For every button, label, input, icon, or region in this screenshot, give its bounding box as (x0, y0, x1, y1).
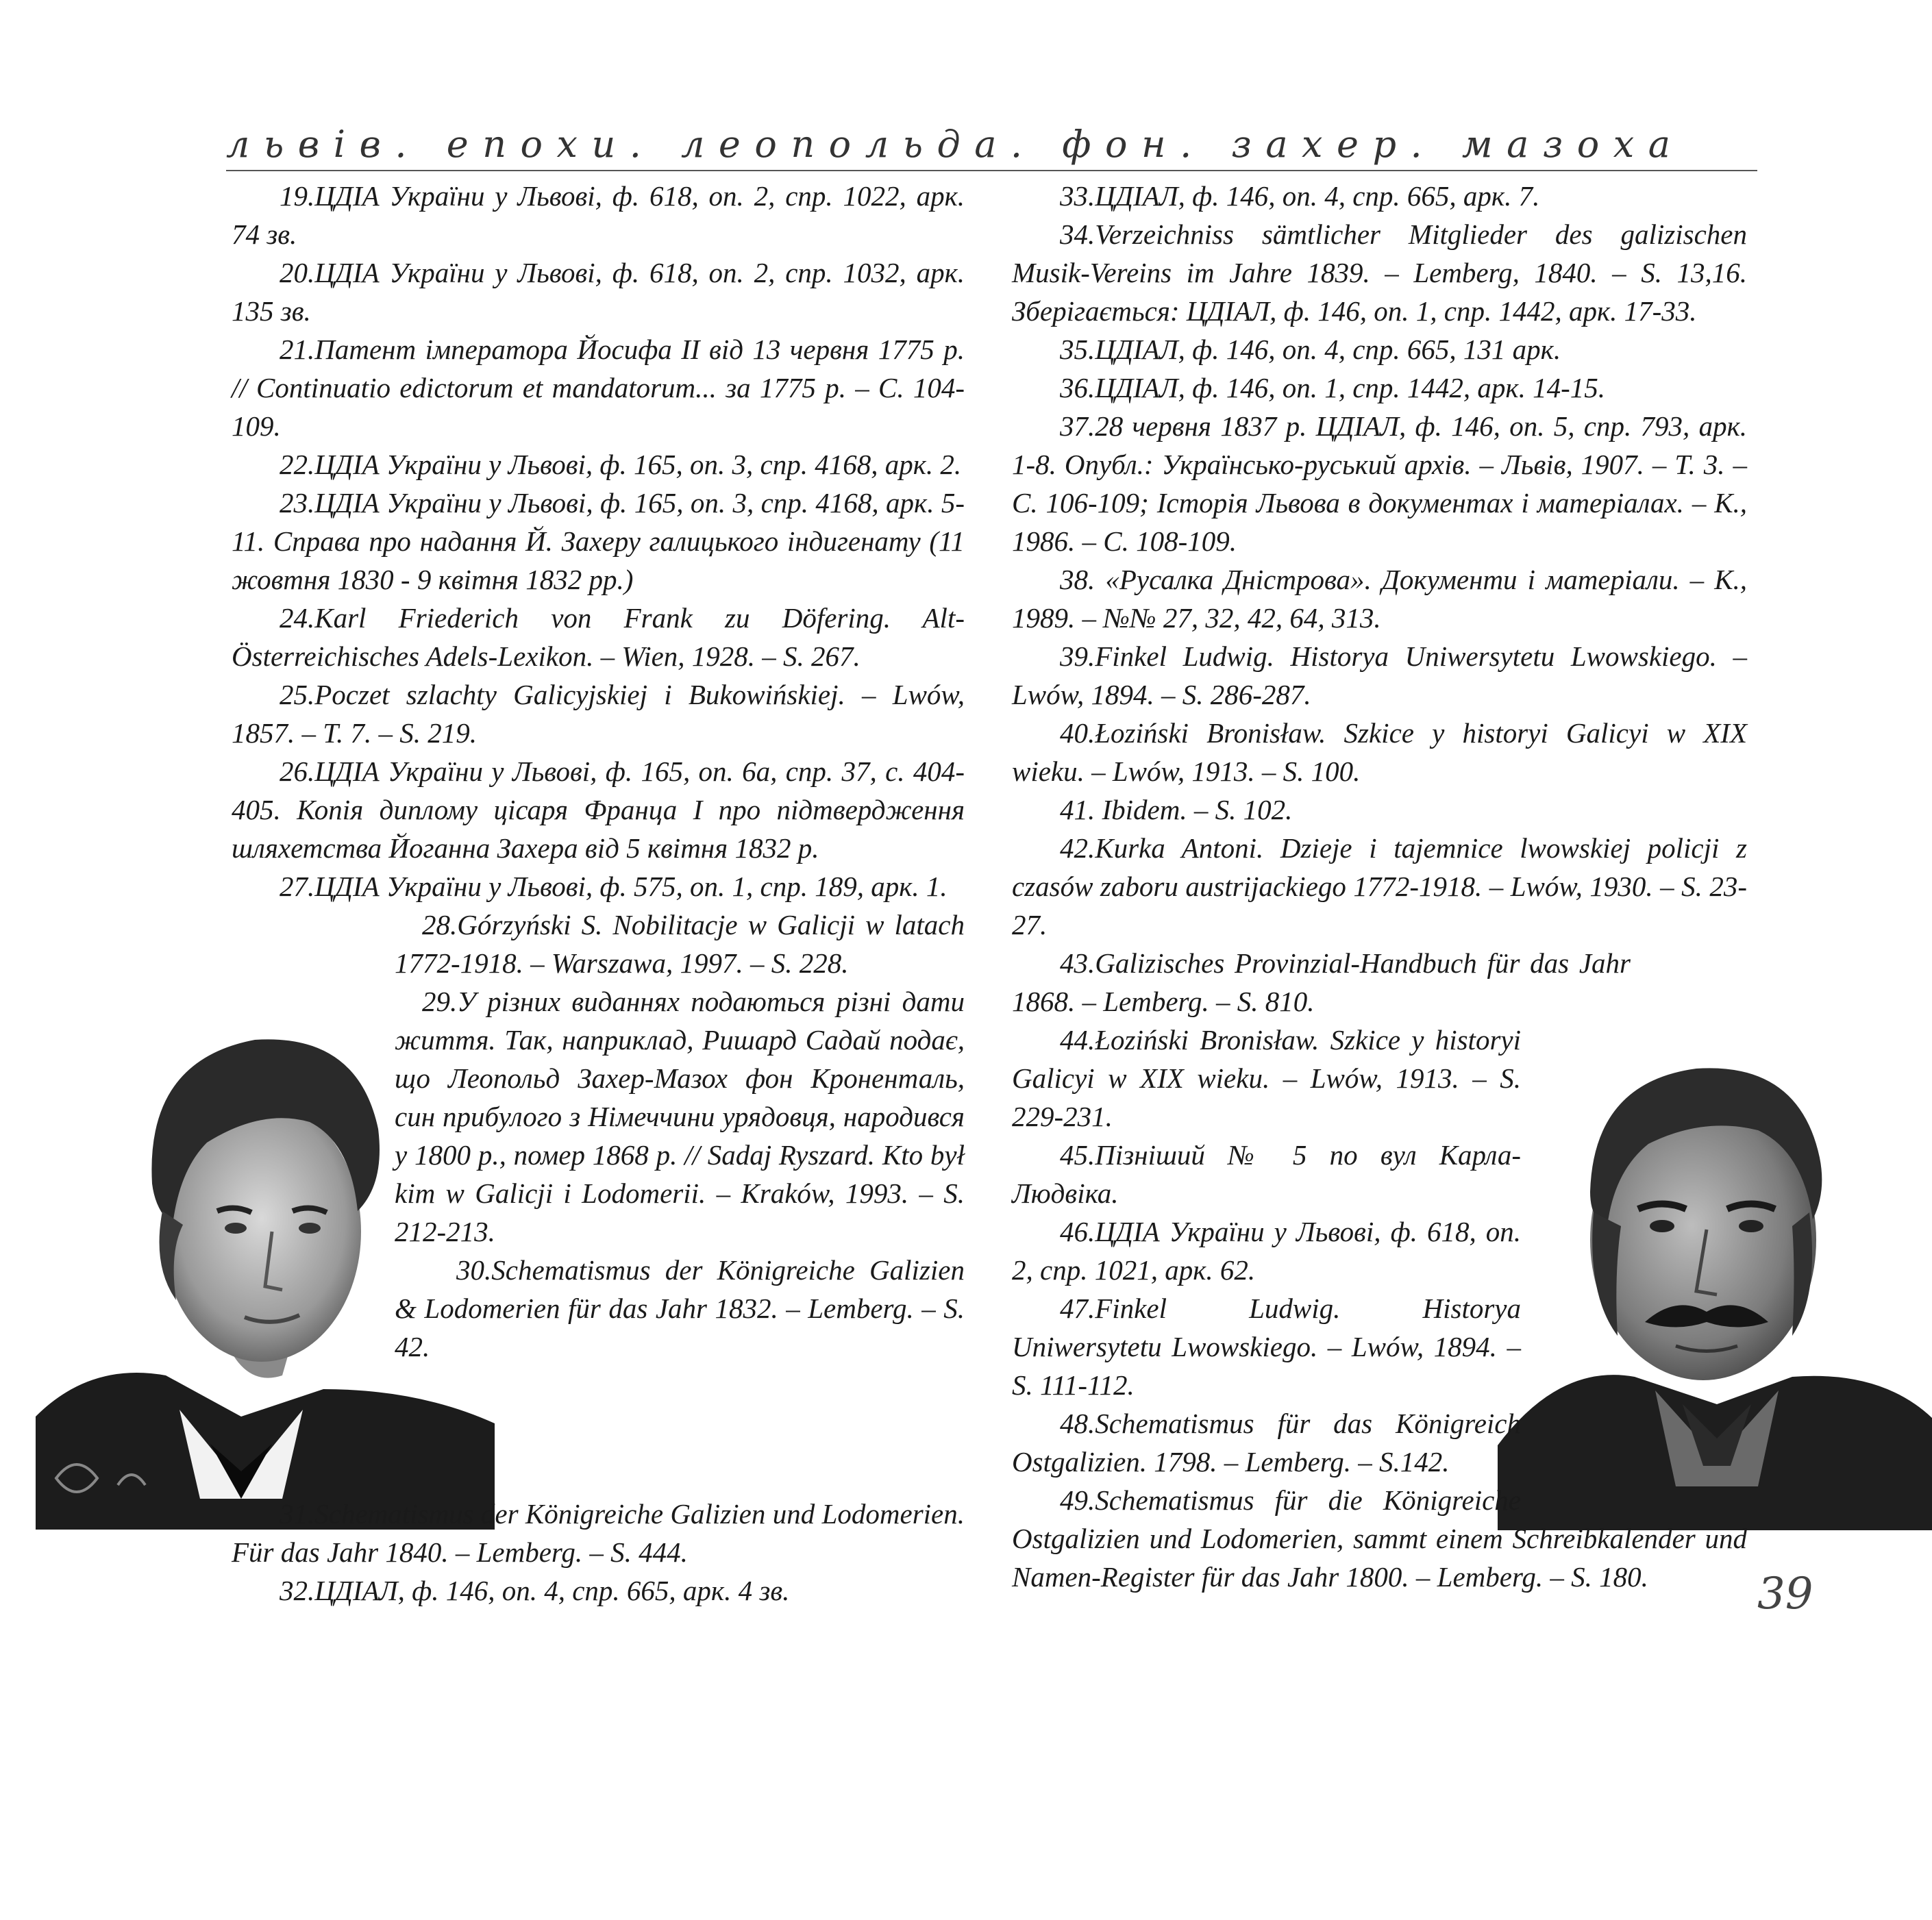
footnote-38: 38. «Русалка Дністрова». Документи і матеріали. – К., 1989. – №№ 27, 32, 42, 64, 313. (1012, 564, 1747, 634)
footnote-36: 36.ЦДІАЛ, ф. 146, оп. 1, спр. 1442, арк. 14-15. (1060, 372, 1605, 403)
footnote-44: 44.Łoziński Bronisław. Szkice y historyi Galicyi w XIX wieku. – Lwów, 1913. – S. 229-231. (1012, 1024, 1521, 1132)
footnote-31: 31.Schematismus der Königreiche Galizien und Lodomerien. Für das Jahr 1840. – Lemberg. – S. 444. (232, 1498, 965, 1568)
footnote-19: 19.ЦДІА України у Львові, ф. 618, оп. 2, спр. 1022, арк. 74 зв. (232, 180, 965, 250)
footnote-27: 27.ЦДІА України у Львові, ф. 575, оп. 1, спр. 189, арк. 1. (280, 871, 948, 902)
page-number: 39 (1757, 1569, 1813, 1619)
portrait-right-float-spacer (1521, 1021, 1747, 1500)
footnote-25: 25.Poczet szlachty Galicyjskiej i Bukowińskiej. – Lwów, 1857. – T. 7. – S. 219. (232, 679, 965, 749)
footnote-40: 40.Łoziński Bronisław. Szkice y historyi Galicyi w XIX wieku. – Lwów, 1913. – S. 100. (1012, 717, 1747, 787)
footnote-41: 41. Ibidem. – S. 102. (1060, 794, 1293, 825)
footnote-34: 34.Verzeichniss sämtlicher Mitglieder des galizischen Musik-Vereins im Jahre 1839. – Lemberg, 1840. – S. 13,16. Зберігається: ЦДІАЛ, ф. 146, оп. 1, спр. 1442, арк. 17-33. (1012, 219, 1747, 327)
footnote-26: 26.ЦДІА України у Львові, ф. 165, оп. 6а, спр. 37, с. 404-405. Копія диплому цісаря Франца I про підтвердження шляхетства Йоганна Захера від 5 квітня 1832 р. (232, 756, 965, 864)
footnote-37: 37.28 червня 1837 р. ЦДІАЛ, ф. 146, оп. 5, спр. 793, арк. 1-8. Опубл.: Українсько-руський архів. – Львів, 1907. – Т. 3. – С. 106-109; Історія Львова в документах і матеріалах. – К., 1986. – С. 108-109. (1012, 410, 1747, 557)
footnote-49: 49.Schematismus für die Königreiche Ostgalizien und Lodomerien, sammt einem Schreibkalender und Namen-Register für das Jahr 1800. – Lemberg. – S. 180. (1012, 1484, 1747, 1593)
footnote-29: 29.У різних виданнях подаються різні дати життя. Так, наприклад, Ришард Садай подає, що Леопольд Захер-Мазох фон Кроненталь, син прибулого з Німеччини урядовця, народився у 1800 р., помер 1868 р. // Sadaj Ryszard. Kto był kim w Galicji i Lodomerii. – Kraków, 1993. – S. 212-213. (395, 986, 965, 1247)
footnote-22: 22.ЦДІА України у Львові, ф. 165, оп. 3, спр. 4168, арк. 2. (280, 449, 962, 480)
footnote-32: 32.ЦДІАЛ, ф. 146, оп. 4, спр. 665, арк. 4 зв. (280, 1575, 790, 1606)
footnote-45: 45.Пізніший № 5 по вул Карла-Людвіка. (1012, 1139, 1521, 1209)
footnote-46: 46.ЦДІА України у Львові, ф. 618, оп. 2, спр. 1021, арк. 62. (1012, 1216, 1521, 1286)
footnote-47: 47.Finkel Ludwig. Historya Uniwersytetu Lwowskiego. – Lwów, 1894. – S. 111-112. (1012, 1293, 1521, 1401)
footnote-21: 21.Патент імператора Йосифа II від 13 червня 1775 р. // Continuatio edictorum et mandatorum... за 1775 р. – С. 104-109. (232, 334, 965, 442)
portrait-right-top-spacer (1631, 944, 1747, 1006)
footnote-48: 48.Schematismus für das Königreich Ostgalizien. 1798. – Lemberg. – S.142. (1012, 1408, 1521, 1478)
footnote-30: 30.Schematismus der Königreiche Galizien & Lodomerien für das Jahr 1832. – Lemberg. – S. 42. (395, 1254, 965, 1362)
footnote-35: 35.ЦДІАЛ, ф. 146, оп. 4, спр. 665, 131 арк. (1060, 334, 1561, 365)
footnote-43: 43.Galizisches Provinzial-Handbuch für das Jahr 1868. – Lemberg. – S. 810. (1012, 947, 1631, 1017)
portrait-left-float-spacer (232, 906, 395, 1495)
footnotes-right-column (1012, 177, 1747, 1596)
footnote-24: 24.Karl Friederich von Frank zu Döfering. Alt-Österreichisches Adels-Lexikon. – Wien, 1928. – S. 267. (232, 602, 965, 672)
running-head: львів. епохи. леопольда. фон. захер. мазоха (226, 123, 1685, 166)
footnote-23: 23.ЦДІА України у Львові, ф. 165, оп. 3, спр. 4168, арк. 5-11. Справа про надання Й. Захеру галицького індигенату (11 жовтня 1830 - 9 квітня 1832 рр.) (232, 487, 965, 595)
footnotes-left-column (232, 177, 965, 1610)
footnote-33: 33.ЦДІАЛ, ф. 146, оп. 4, спр. 665, арк. 7. (1060, 180, 1540, 212)
footnote-42: 42.Kurka Antoni. Dzieje i tajemnice lwowskiej policji z czasów zaboru austrijackiego 1772-1918. – Lwów, 1930. – S. 23-27. (1012, 832, 1747, 940)
header-rule (226, 170, 1757, 171)
footnote-28: 28.Górzyński S. Nobilitacje w Galicji w latach 1772-1918. – Warszawa, 1997. – S. 228. (395, 909, 965, 979)
footnote-39: 39.Finkel Ludwig. Historya Uniwersytetu Lwowskiego. – Lwów, 1894. – S. 286-287. (1012, 640, 1747, 710)
footnote-20: 20.ЦДІА України у Львові, ф. 618, оп. 2, спр. 1032, арк. 135 зв. (232, 257, 965, 327)
